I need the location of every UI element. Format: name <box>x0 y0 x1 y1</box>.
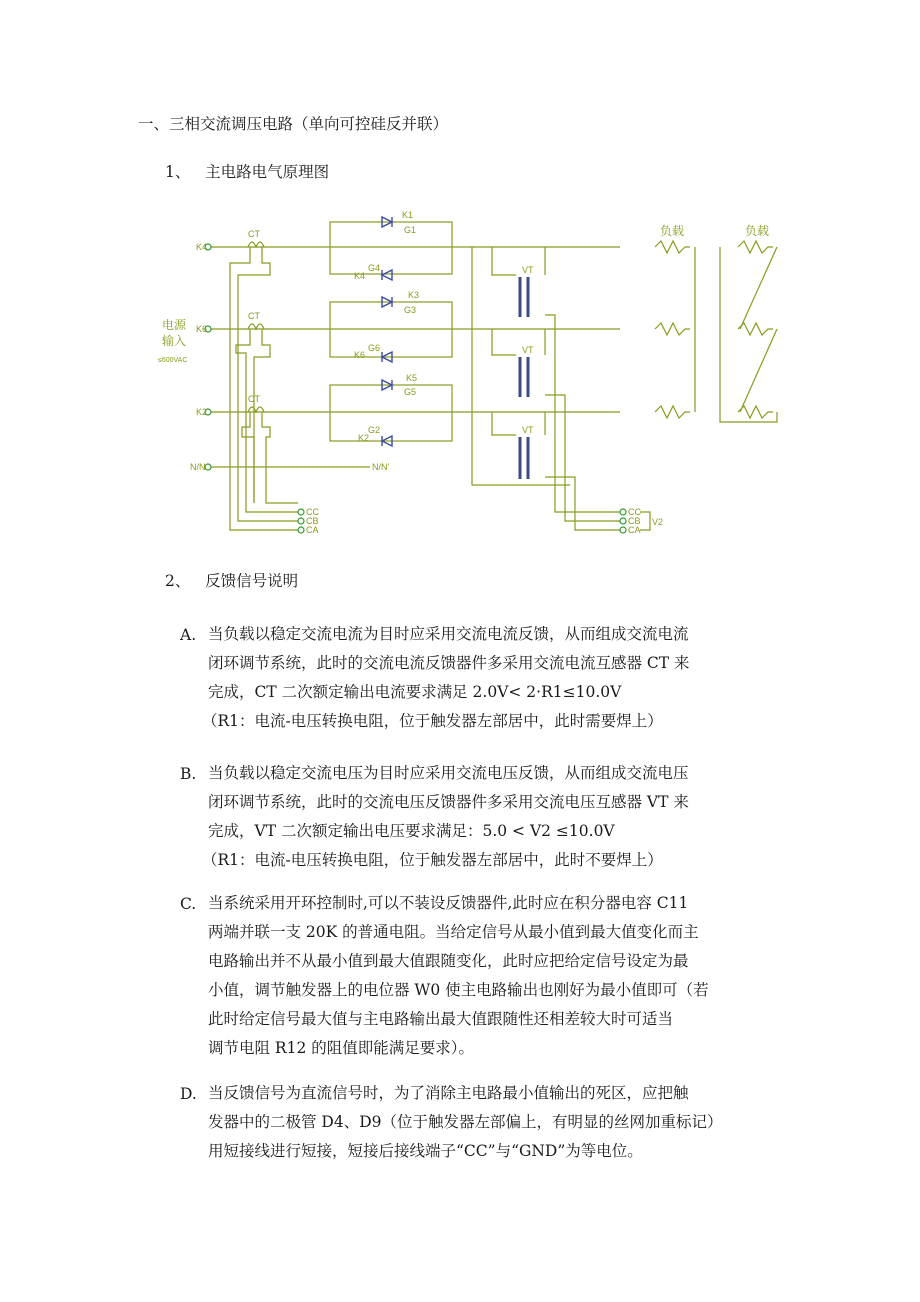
label-k4: K4 <box>196 242 208 252</box>
label-g5: G5 <box>404 387 417 397</box>
label-g2: G2 <box>368 425 381 435</box>
paragraph-a-label: A. <box>180 626 197 644</box>
paragraph-d-line: 用短接线进行短接，短接后接线端子“CC”与“GND”为等电位。 <box>208 1142 643 1160</box>
paragraph-a-line: 完成，CT 二次额定输出电流要求满足 2.0V< 2·R1≤10.0V <box>208 683 622 701</box>
label-ct-2: CT <box>248 311 260 321</box>
label-power: 电源 <box>162 318 187 332</box>
label-vt-2: VT <box>522 345 534 355</box>
paragraph-b <box>202 759 788 875</box>
paragraph-b-label: B. <box>180 765 197 783</box>
subsection-1-number: 1、 <box>165 163 191 181</box>
label-g6: G6 <box>368 343 381 353</box>
label-ct-1: CT <box>248 229 260 239</box>
paragraph-a-note: （R1：电流-电压转换电阻，位于触发器左部居中，此时需要焊上） <box>202 712 663 730</box>
paragraph-a <box>202 620 788 736</box>
label-k6-lower: K6 <box>354 350 366 360</box>
paragraph-b-line: 闭环调节系统，此时的交流电压反馈器件多采用交流电压互感器 VT 来 <box>208 793 689 811</box>
paragraph-d-line: 发器中的二极管 D4、D9（位于触发器左部偏上，有明显的丝网加重标记） <box>208 1113 723 1131</box>
label-vt-1: VT <box>522 265 534 275</box>
label-k1: K1 <box>402 210 414 220</box>
label-vt-3: VT <box>522 425 534 435</box>
paragraph-c-line: 当系统采用开环控制时,可以不装设反馈器件,此时应在积分器电容 C11 <box>208 894 689 912</box>
subsection-2-title: 反馈信号说明 <box>205 572 299 590</box>
subsection-2-number: 2、 <box>165 572 191 590</box>
label-g3: G3 <box>404 305 417 315</box>
paragraph-c-line: 小值，调节触发器上的电位器 W0 使主电路输出也刚好为最小值即可（若 <box>208 981 709 999</box>
label-k6: K6 <box>196 324 208 334</box>
section-heading: 一、三相交流调压电路（单向可控硅反并联） <box>138 115 449 133</box>
label-nn-prime: N/N' <box>372 462 390 472</box>
paragraph-c-label: C. <box>180 895 197 913</box>
paragraph-b-line: 完成，VT 二次额定输出电压要求满足：5.0 < V2 ≤10.0V <box>208 822 615 840</box>
label-k5: K5 <box>406 373 418 383</box>
label-load-2: 负载 <box>745 224 770 238</box>
paragraph-c <box>208 889 788 1063</box>
paragraph-d-label: D. <box>180 1085 197 1103</box>
paragraph-a-line: 当负载以稳定交流电流为目时应采用交流电流反馈，从而组成交流电流 <box>208 625 689 643</box>
circuit-diagram <box>150 205 790 555</box>
label-cc-left: CC <box>306 507 319 517</box>
paragraph-c-line: 此时给定信号最大值与主电路输出最大值跟随性还相差较大时可适当 <box>208 1010 674 1028</box>
paragraph-b-line: 当负载以稳定交流电压为目时应采用交流电压反馈，从而组成交流电压 <box>208 764 689 782</box>
label-ca-right: CA <box>628 525 641 535</box>
label-ca-left: CA <box>306 525 319 535</box>
label-cb-right: CB <box>628 516 641 526</box>
label-k4-lower: K4 <box>354 271 366 281</box>
paragraph-a-line: 闭环调节系统，此时的交流电流反馈器件多采用交流电流互感器 CT 来 <box>208 654 690 672</box>
paragraph-d-line: 当反馈信号为直流信号时，为了消除主电路最小值输出的死区，应把触 <box>208 1084 689 1102</box>
label-k2-lower: K2 <box>358 433 370 443</box>
label-cb-left: CB <box>306 516 319 526</box>
paragraph-c-line: 调节电阻 R12 的阻值即能满足要求）。 <box>208 1039 474 1057</box>
label-v2: V2 <box>652 517 664 527</box>
label-voltage: ≤600VAC <box>158 357 188 364</box>
subsection-1-heading <box>165 162 329 182</box>
subsection-2-heading <box>165 571 298 591</box>
paragraph-b-note: （R1：电流-电压转换电阻，位于触发器左部居中，此时不要焊上） <box>202 851 663 869</box>
label-g4: G4 <box>368 263 381 273</box>
paragraph-c-line: 电路输出并不从最小值到最大值跟随变化，此时应把给定信号设定为最 <box>208 952 689 970</box>
label-k2: K2 <box>196 407 208 417</box>
label-k3: K3 <box>408 290 420 300</box>
paragraph-d <box>208 1079 788 1166</box>
paragraph-c-line: 两端并联一支 20K 的普通电阻。当给定信号从最小值到最大值变化而主 <box>208 923 699 941</box>
label-nn: N/N <box>190 462 206 472</box>
subsection-1-title: 主电路电气原理图 <box>205 163 330 181</box>
label-input: 输入 <box>162 334 187 348</box>
label-g1: G1 <box>404 225 417 235</box>
label-load-1: 负载 <box>660 224 685 238</box>
label-cc-right: CC <box>628 507 641 517</box>
label-ct-3: CT <box>248 394 260 404</box>
